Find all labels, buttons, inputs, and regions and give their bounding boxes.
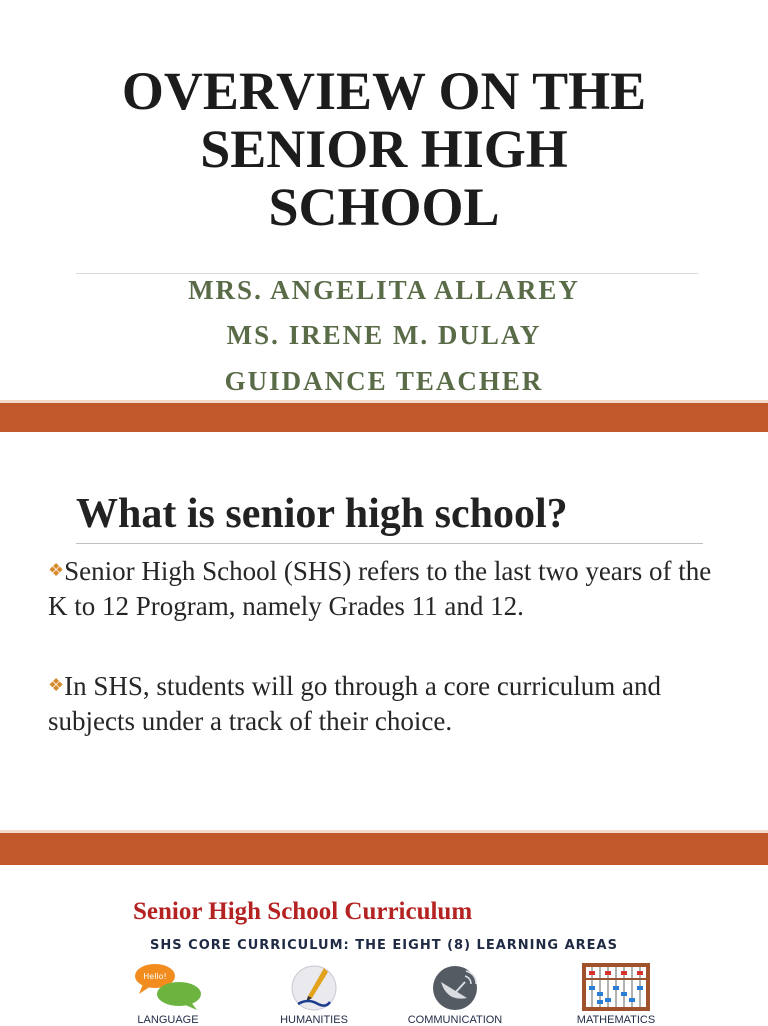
learning-area-label: COMMUNICATION bbox=[407, 1014, 503, 1026]
curriculum-subtitle: SHS CORE CURRICULUM: THE EIGHT (8) LEARNING AREAS bbox=[150, 938, 618, 953]
abacus-icon bbox=[581, 962, 651, 1012]
learning-area-label: LANGUAGE bbox=[137, 1014, 199, 1026]
bullet-2 bbox=[48, 668, 728, 739]
speech-bubbles-icon bbox=[133, 962, 203, 1012]
quill-pen-icon bbox=[284, 962, 344, 1012]
title-line-1: OVERVIEW ON THE bbox=[121, 61, 647, 121]
author-role: GUIDANCE TEACHER bbox=[224, 366, 544, 396]
author-2: MS. IRENE M. DULAY bbox=[226, 320, 542, 350]
title-slide bbox=[0, 0, 768, 400]
author-1: MRS. ANGELITA ALLAREY bbox=[188, 275, 580, 305]
bullet-1 bbox=[48, 553, 728, 624]
learning-area-label: HUMANITIES bbox=[280, 1014, 348, 1026]
presentation-title bbox=[0, 62, 768, 236]
diamond-bullet-icon: ❖ bbox=[48, 675, 65, 695]
bullet-2-text: In SHS, students will go through a core curriculum and subjects under a track of their choice. bbox=[48, 671, 662, 736]
title-line-2: SENIOR HIGH bbox=[200, 119, 568, 179]
learning-area-label: MATHEMATICS bbox=[576, 1014, 656, 1026]
heading-divider bbox=[76, 543, 703, 544]
learning-area-mathematics bbox=[556, 962, 676, 1026]
learning-area-communication bbox=[395, 962, 515, 1026]
title-divider bbox=[76, 273, 698, 274]
bullet-1-text: Senior High School (SHS) refers to the last two years of the K to 12 Program, namely Grades 11 and 12. bbox=[48, 556, 712, 621]
diamond-bullet-icon: ❖ bbox=[48, 560, 65, 580]
slide-separator-band bbox=[0, 833, 768, 865]
slide-separator-band bbox=[0, 403, 768, 432]
satellite-dish-icon bbox=[425, 962, 485, 1012]
learning-area-language bbox=[108, 962, 228, 1026]
learning-area-humanities bbox=[254, 962, 374, 1026]
slide-heading: What is senior high school? bbox=[76, 491, 568, 537]
curriculum-title: Senior High School Curriculum bbox=[133, 898, 473, 925]
title-line-3: SCHOOL bbox=[268, 177, 500, 237]
svg-text:Hello!: Hello! bbox=[143, 972, 167, 981]
